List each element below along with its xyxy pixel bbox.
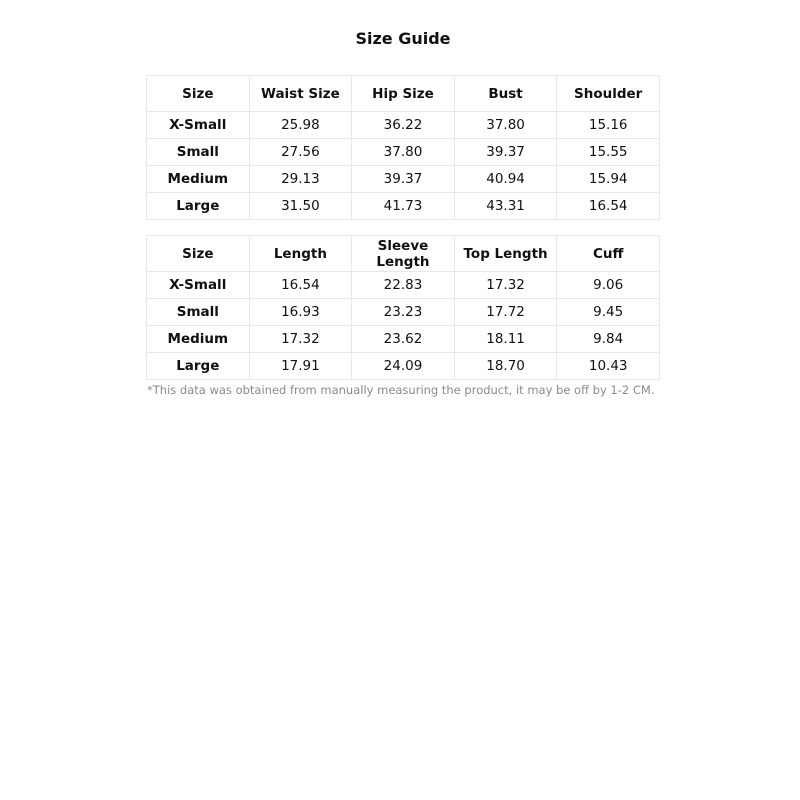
column-header: Size	[147, 76, 250, 112]
table-cell: 36.22	[352, 112, 455, 139]
table-cell: 17.32	[249, 326, 352, 353]
column-header: Length	[249, 236, 352, 272]
table-cell: 9.84	[557, 326, 660, 353]
table-cell: 23.23	[352, 299, 455, 326]
table-row	[147, 326, 660, 353]
table-cell: 37.80	[352, 139, 455, 166]
column-header: Bust	[454, 76, 557, 112]
table-cell: 29.13	[249, 166, 352, 193]
table-cell: 16.54	[557, 193, 660, 220]
table-cell: 17.32	[454, 272, 557, 299]
table-row	[147, 139, 660, 166]
table-row	[147, 166, 660, 193]
table-cell: 16.54	[249, 272, 352, 299]
table-cell: 37.80	[454, 112, 557, 139]
measurement-disclaimer: *This data was obtained from manually measuring the product, it may be off by 1-2 CM.	[147, 383, 655, 397]
column-header: Shoulder	[557, 76, 660, 112]
table-cell: 25.98	[249, 112, 352, 139]
table-cell: 43.31	[454, 193, 557, 220]
table-cell: 39.37	[352, 166, 455, 193]
table-cell: 9.06	[557, 272, 660, 299]
size-cell: Large	[147, 353, 250, 380]
measurements-table-1	[146, 75, 660, 220]
table-cell: 39.37	[454, 139, 557, 166]
table-cell: 15.16	[557, 112, 660, 139]
table-row	[147, 353, 660, 380]
table-cell: 15.55	[557, 139, 660, 166]
column-header: Size	[147, 236, 250, 272]
table-cell: 27.56	[249, 139, 352, 166]
table-row	[147, 299, 660, 326]
table-cell: 17.72	[454, 299, 557, 326]
table-cell: 40.94	[454, 166, 557, 193]
table-cell: 16.93	[249, 299, 352, 326]
size-cell: Small	[147, 299, 250, 326]
size-cell: Large	[147, 193, 250, 220]
table-cell: 31.50	[249, 193, 352, 220]
table-cell: 18.70	[454, 353, 557, 380]
size-cell: Small	[147, 139, 250, 166]
table-cell: 18.11	[454, 326, 557, 353]
table-row	[147, 272, 660, 299]
table-cell: 17.91	[249, 353, 352, 380]
table-cell: 15.94	[557, 166, 660, 193]
size-cell: Medium	[147, 166, 250, 193]
table-cell: 23.62	[352, 326, 455, 353]
column-header: Cuff	[557, 236, 660, 272]
table-header-row	[147, 236, 660, 272]
table-cell: 22.83	[352, 272, 455, 299]
table-row	[147, 193, 660, 220]
measurements-table-2	[146, 235, 660, 380]
size-cell: X-Small	[147, 112, 250, 139]
column-header: Hip Size	[352, 76, 455, 112]
page-title: Size Guide	[355, 29, 451, 48]
table-cell: 10.43	[557, 353, 660, 380]
column-header: Waist Size	[249, 76, 352, 112]
table-row	[147, 112, 660, 139]
column-header: Top Length	[454, 236, 557, 272]
size-cell: Medium	[147, 326, 250, 353]
table-cell: 9.45	[557, 299, 660, 326]
table-header-row	[147, 76, 660, 112]
table-cell: 41.73	[352, 193, 455, 220]
size-cell: X-Small	[147, 272, 250, 299]
table-cell: 24.09	[352, 353, 455, 380]
column-header: Sleeve Length	[352, 236, 455, 272]
